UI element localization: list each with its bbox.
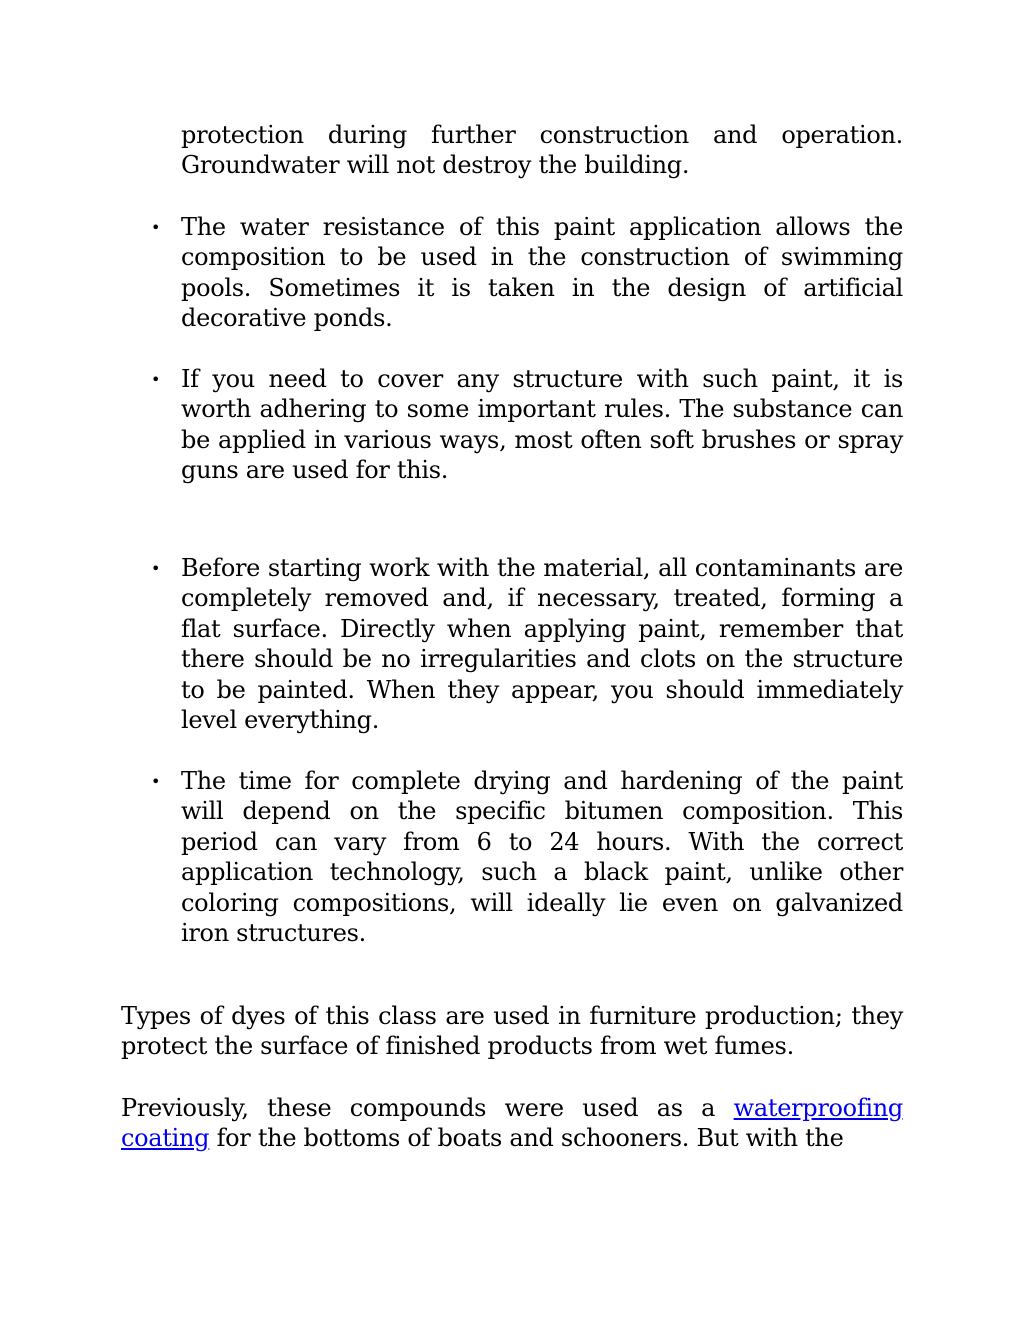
paragraph-text-before-link: Previously, these compounds were used as a xyxy=(121,1094,734,1122)
bullet-marker: • xyxy=(151,559,161,578)
paragraph-boats-history xyxy=(121,1093,903,1154)
bullet-marker: • xyxy=(151,218,161,237)
waterproofing-coating-link[interactable]: waterproofing coating xyxy=(121,1094,903,1153)
list-item-water-resistance: The water resistance of this paint application allows the composition to be used in the construction of swimming pools. Sometimes it is taken in the design of artificial decorative ponds. xyxy=(181,213,903,333)
list-item-application-rules: If you need to cover any structure with such paint, it is worth adhering to some important rules. The substance can be applied in various ways, most often soft brushes or spray guns are used for this. xyxy=(181,365,903,485)
bullet-marker: • xyxy=(151,772,161,791)
paragraph-text-after-link: for the bottoms of boats and schooners. But with the xyxy=(209,1124,844,1153)
list-item-surface-preparation: Before starting work with the material, all contaminants are completely removed and, if necessary, treated, forming a flat surface. Directly when applying paint, remember that there should be no irregularities and clots on the structure to be painted. When they appear, you should immediately level everything. xyxy=(181,554,903,735)
paragraph-furniture-use: Types of dyes of this class are used in furniture production; they protect the surface of finished products from wet fumes. xyxy=(121,1002,903,1061)
bullet-marker: • xyxy=(151,370,161,389)
list-item-drying-time: The time for complete drying and hardening of the paint will depend on the specific bitumen composition. This period can vary from 6 to 24 hours. With the correct application technology, such a black paint, unlike other coloring compositions, will ideally lie even on galvanized iron structures. xyxy=(181,767,903,948)
continuation-text: protection during further construction and operation. Groundwater will not destroy the building. xyxy=(181,121,903,180)
